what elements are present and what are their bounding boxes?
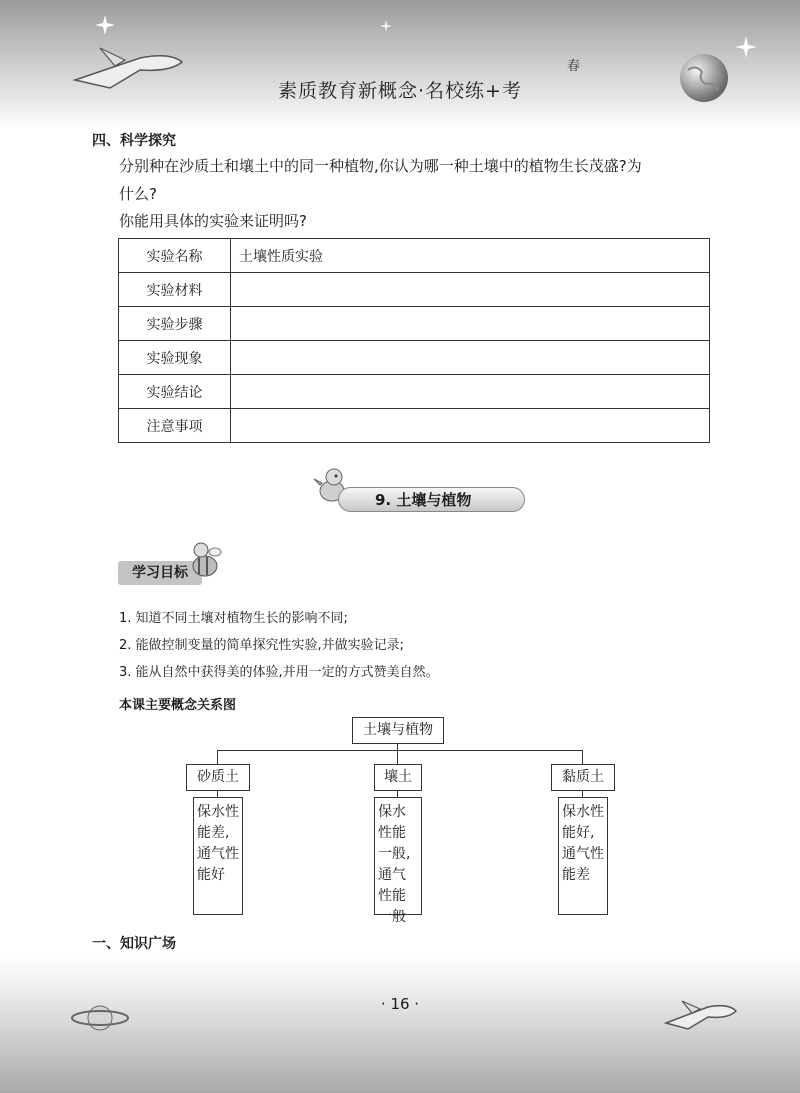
table-label-cell: 实验现象	[119, 341, 231, 375]
table-label-cell: 实验步骤	[119, 307, 231, 341]
table-value-cell[interactable]	[231, 375, 710, 409]
connector-line	[397, 790, 398, 797]
concept-node-sandy-soil: 砂质土	[186, 764, 250, 791]
table-label-cell: 实验结论	[119, 375, 231, 409]
season-label: 春	[567, 59, 581, 74]
connector-line	[582, 790, 583, 797]
goal-item: 1. 知道不同土壤对植物生长的影响不同;	[119, 611, 348, 626]
section-heading: 四、科学探究	[92, 133, 176, 149]
table-value-cell[interactable]	[231, 409, 710, 443]
table-row	[119, 375, 710, 409]
lesson-banner: 9. 土壤与植物	[338, 487, 525, 512]
concept-root-node: 土壤与植物	[352, 717, 444, 744]
page-header-title: 素质教育新概念·名校练+考	[278, 80, 522, 102]
goal-item: 3. 能从自然中获得美的体验,并用一定的方式赞美自然。	[119, 665, 439, 680]
concept-node-loam: 壤土	[374, 764, 422, 791]
clay-soil-description: 保水性能好,通气性能差	[558, 797, 608, 915]
experiment-table	[118, 238, 710, 443]
question-text: 分别种在沙质土和壤土中的同一种植物,你认为哪一种土壤中的植物生长茂盛?为	[119, 157, 642, 175]
connector-line	[582, 750, 583, 764]
question-text: 什么?	[119, 185, 157, 203]
bee-mascot-icon	[185, 540, 225, 582]
table-value-cell[interactable]	[231, 273, 710, 307]
table-row	[119, 239, 710, 273]
page-number: · 16 ·	[380, 995, 420, 1013]
concept-map-title: 本课主要概念关系图	[119, 698, 237, 713]
table-label-cell: 实验材料	[119, 273, 231, 307]
connector-line	[397, 750, 398, 764]
loam-description: 保水性能一般,通气性能一般	[374, 797, 422, 915]
sparkle-icon	[95, 15, 115, 35]
section-heading: 一、知识广场	[92, 936, 176, 952]
sparkle-icon	[735, 36, 757, 58]
table-value-cell[interactable]	[231, 341, 710, 375]
learning-goals-badge: 学习目标	[118, 561, 202, 585]
concept-node-clay-soil: 黏质土	[551, 764, 615, 791]
sandy-soil-description: 保水性能差,通气性能好	[193, 797, 243, 915]
connector-line	[217, 750, 218, 764]
table-label-cell: 注意事项	[119, 409, 231, 443]
table-row	[119, 409, 710, 443]
connector-line	[217, 790, 218, 797]
sparkle-icon	[380, 20, 392, 32]
table-row	[119, 341, 710, 375]
table-label-cell: 实验名称	[119, 239, 231, 273]
table-row	[119, 307, 710, 341]
table-value-cell[interactable]: 土壤性质实验	[231, 239, 710, 273]
table-value-cell[interactable]	[231, 307, 710, 341]
connector-line	[217, 750, 582, 751]
connector-line	[397, 743, 398, 750]
table-row	[119, 273, 710, 307]
question-text: 你能用具体的实验来证明吗?	[119, 212, 307, 230]
goal-item: 2. 能做控制变量的简单探究性实验,并做实验记录;	[119, 638, 405, 653]
